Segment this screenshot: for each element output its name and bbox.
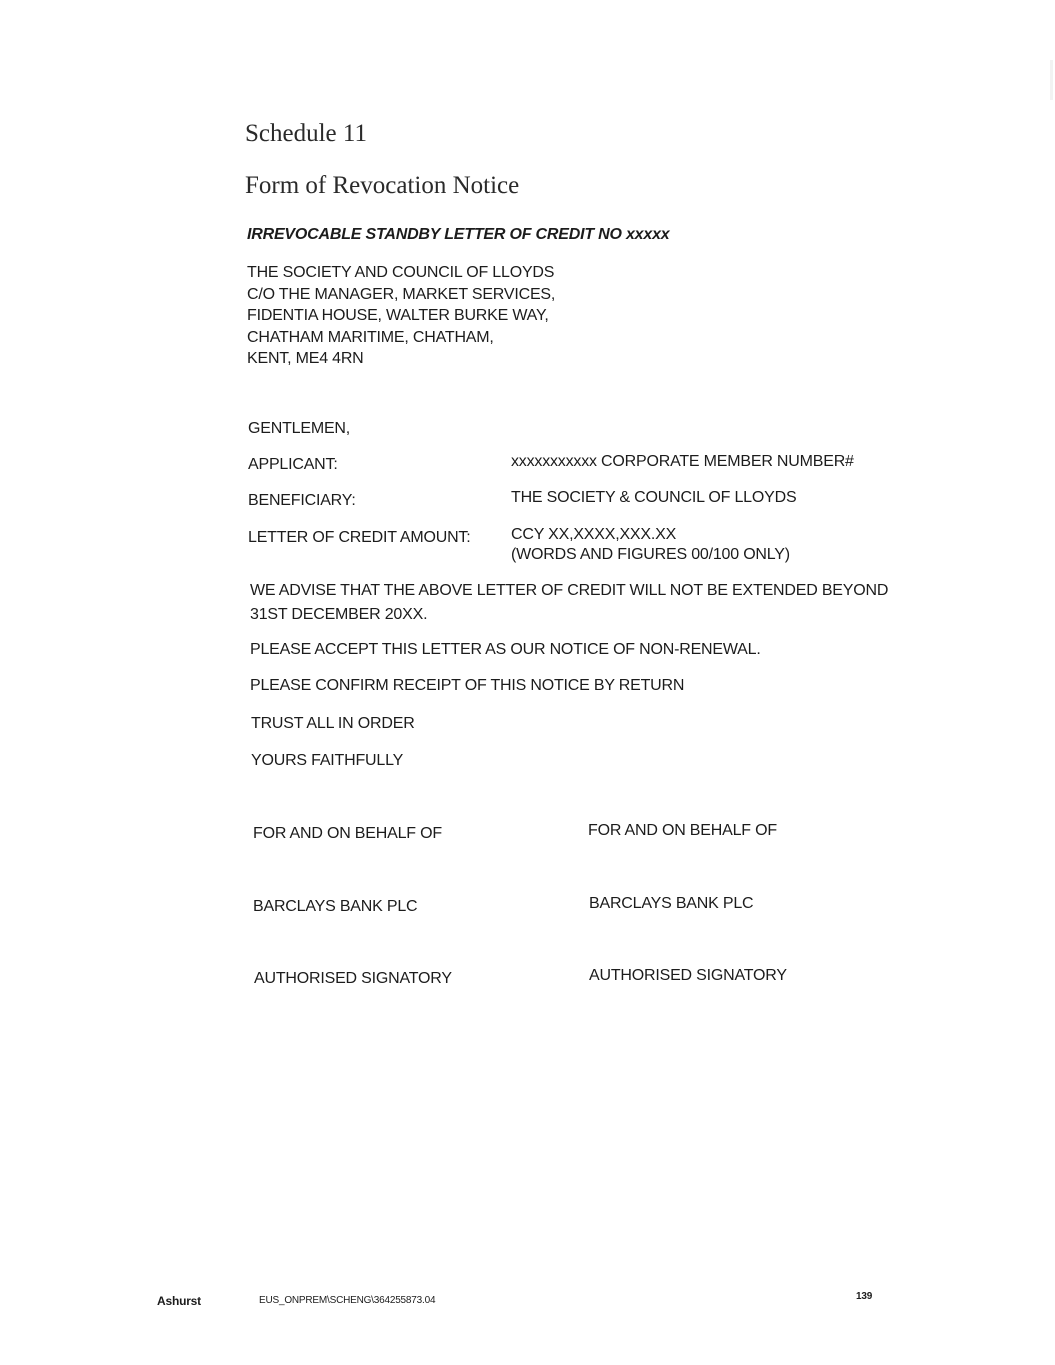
closing-paragraph: YOURS FAITHFULLY xyxy=(251,752,404,769)
amount-label: LETTER OF CREDIT AMOUNT: xyxy=(248,529,471,546)
beneficiary-label: BENEFICIARY: xyxy=(248,492,356,509)
address-line: CHATHAM MARITIME, CHATHAM, xyxy=(247,328,494,346)
right-on-behalf: FOR AND ON BEHALF OF xyxy=(588,822,777,839)
right-authorised-signatory: AUTHORISED SIGNATORY xyxy=(589,967,787,984)
scan-edge-mark xyxy=(1050,60,1053,100)
footer-firm-name: Ashurst xyxy=(157,1294,201,1308)
right-bank-name: BARCLAYS BANK PLC xyxy=(589,895,754,912)
left-authorised-signatory: AUTHORISED SIGNATORY xyxy=(254,970,452,987)
trust-paragraph: TRUST ALL IN ORDER xyxy=(251,715,415,732)
amount-value: CCY XX,XXXX,XXX.XX xyxy=(511,526,677,543)
beneficiary-value: THE SOCIETY & COUNCIL OF LLOYDS xyxy=(511,489,797,506)
address-line: C/O THE MANAGER, MARKET SERVICES, xyxy=(247,285,556,303)
footer-page-number: 139 xyxy=(856,1291,873,1302)
amount-words: (WORDS AND FIGURES 00/100 ONLY) xyxy=(511,546,790,563)
applicant-value: xxxxxxxxxxx CORPORATE MEMBER NUMBER# xyxy=(511,453,854,470)
applicant-label: APPLICANT: xyxy=(248,456,338,473)
salutation: GENTLEMEN, xyxy=(248,420,351,437)
confirm-receipt-paragraph: PLEASE CONFIRM RECEIPT OF THIS NOTICE BY RETURN xyxy=(250,677,685,694)
form-title: Form of Revocation Notice xyxy=(245,172,520,199)
schedule-title: Schedule 11 xyxy=(245,120,367,147)
letter-of-credit-subheading: IRREVOCABLE STANDBY LETTER OF CREDIT NO xxxxx xyxy=(247,226,670,243)
left-on-behalf: FOR AND ON BEHALF OF xyxy=(253,825,442,842)
left-bank-name: BARCLAYS BANK PLC xyxy=(253,898,418,915)
footer-document-reference: EUS_ONPREM\SCHENG\364255873.04 xyxy=(259,1295,436,1306)
non-extension-paragraph: WE ADVISE THAT THE ABOVE LETTER OF CREDIT WILL NOT BE EXTENDED BEYOND 31ST DECEMBER 20XX. xyxy=(250,582,889,623)
address-block xyxy=(247,262,555,370)
address-line: FIDENTIA HOUSE, WALTER BURKE WAY, xyxy=(247,307,549,324)
non-renewal-paragraph: PLEASE ACCEPT THIS LETTER AS OUR NOTICE OF NON-RENEWAL. xyxy=(250,641,761,658)
address-line: THE SOCIETY AND COUNCIL OF LLOYDS xyxy=(247,264,555,281)
address-line: KENT, ME4 4RN xyxy=(247,350,364,367)
